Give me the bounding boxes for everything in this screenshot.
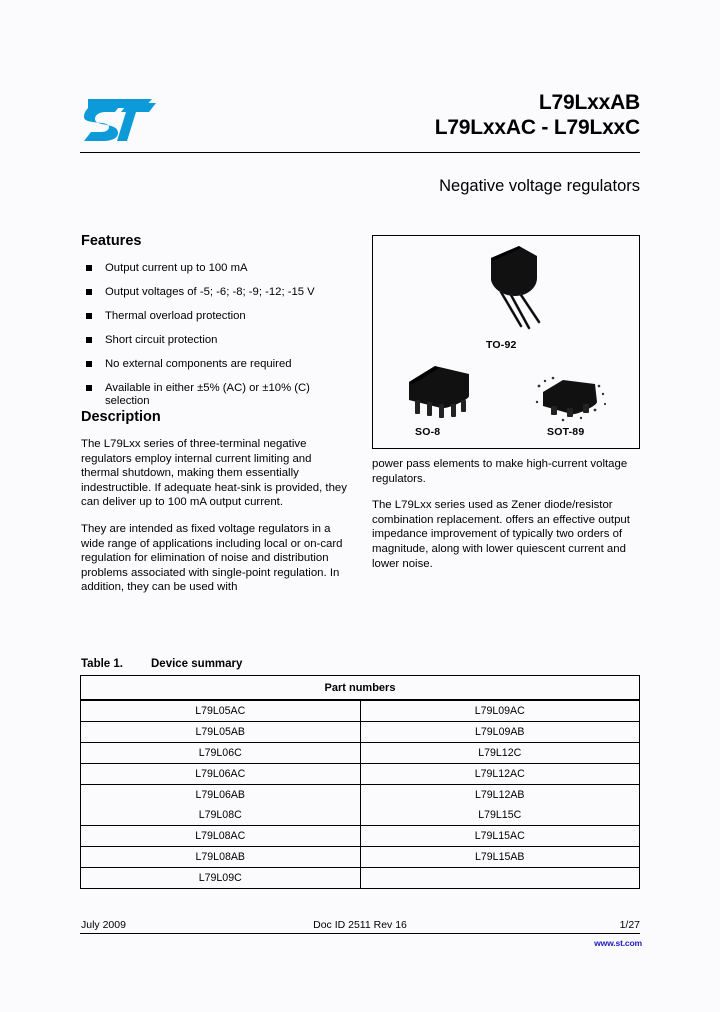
table-cell-right: L79L12AC <box>360 764 640 785</box>
table-row <box>81 847 640 868</box>
document-subtitle: Negative voltage regulators <box>439 177 640 195</box>
feature-text: Output current up to 100 mA <box>105 262 248 274</box>
description-section <box>81 408 349 607</box>
table-header-row <box>81 676 640 701</box>
header-divider <box>80 152 640 153</box>
table-cell-right <box>360 868 640 889</box>
footer-divider <box>80 933 640 934</box>
so-8-package-image <box>401 362 479 424</box>
feature-item <box>81 286 356 299</box>
description-paragraph: power pass elements to make high-current voltage regulators. <box>372 458 628 485</box>
description-paragraph: The L79Lxx series used as Zener diode/resistor combination replacement. offers an effective output impedance improvement of typically two orders of magnitude, along with lower quiescent current and lower noise. <box>372 499 630 570</box>
table-cell-right: L79L15AC <box>360 826 640 847</box>
table-cell-left: L79L05AC <box>81 700 361 722</box>
table-cell-right: L79L15AB <box>360 847 640 868</box>
bullet-square-icon <box>86 361 92 367</box>
footer-website-link[interactable]: www.st.com <box>594 938 642 948</box>
table-row <box>81 722 640 743</box>
table-cell-left: L79L05AB <box>81 722 361 743</box>
table-cell-left: L79L08AC <box>81 826 361 847</box>
feature-text: Available in either ±5% (AC) or ±10% (C) selection <box>105 382 310 407</box>
to-92-package-image <box>471 242 561 340</box>
features-list <box>81 262 356 408</box>
bullet-square-icon <box>86 313 92 319</box>
package-label-so-8: SO-8 <box>415 426 441 438</box>
table-row <box>81 700 640 722</box>
document-title <box>435 90 640 140</box>
device-summary-table <box>80 675 640 889</box>
title-line-1: L79LxxAB <box>538 91 640 114</box>
feature-text: Output voltages of -5; -6; -8; -9; -12; -15 V <box>105 286 315 298</box>
feature-text: No external components are required <box>105 358 292 370</box>
features-heading: Features <box>81 233 142 249</box>
feature-item <box>81 382 356 408</box>
table-caption <box>81 658 242 670</box>
table-cell-right: L79L15C <box>360 805 640 826</box>
package-label-to-92: TO-92 <box>486 339 517 351</box>
table-header-part-numbers: Part numbers <box>81 676 640 701</box>
table-cell-left: L79L08C <box>81 805 361 826</box>
package-label-sot-89: SOT-89 <box>547 426 585 438</box>
feature-item <box>81 310 356 323</box>
table-cell-left: L79L06C <box>81 743 361 764</box>
table-cell-left: L79L06AB <box>81 785 361 806</box>
bullet-square-icon <box>86 289 92 295</box>
table-cell-right: L79L12C <box>360 743 640 764</box>
table-row <box>81 805 640 826</box>
footer-doc-id: Doc ID 2511 Rev 16 <box>313 919 407 931</box>
footer-date: July 2009 <box>81 919 126 931</box>
table-row <box>81 785 640 806</box>
feature-item <box>81 334 356 347</box>
table-cell-right: L79L09AB <box>360 722 640 743</box>
table-cell-left: L79L09C <box>81 868 361 889</box>
feature-text: Short circuit protection <box>105 334 218 346</box>
bullet-square-icon <box>86 385 92 391</box>
feature-text: Thermal overload protection <box>105 310 246 322</box>
feature-item <box>81 262 356 275</box>
description-paragraph: They are intended as fixed voltage regulators in a wide range of applications including local or on-card regulation for elimination of noise and distribution problems associated with single-point regulation. In addition, they can be used with <box>81 522 343 594</box>
description-heading: Description <box>81 409 161 425</box>
table-title: Device summary <box>151 658 243 670</box>
page-header <box>80 90 640 156</box>
table-cell-left: L79L08AB <box>81 847 361 868</box>
bullet-square-icon <box>86 265 92 271</box>
table-cell-left: L79L06AC <box>81 764 361 785</box>
description-continuation <box>372 457 644 583</box>
table-row <box>81 764 640 785</box>
table-row <box>81 826 640 847</box>
footer-page-number: 1/27 <box>619 919 640 931</box>
features-section <box>81 232 356 419</box>
table-cell-right: L79L09AC <box>360 700 640 722</box>
table-cell-right: L79L12AB <box>360 785 640 806</box>
table-row <box>81 868 640 889</box>
sot-89-package-image <box>529 372 609 424</box>
feature-item <box>81 358 356 371</box>
title-line-2: L79LxxAC - L79LxxC <box>434 116 640 139</box>
description-paragraph: The L79Lxx series of three-terminal negative regulators employ internal current limiting and thermal shutdown, making them essentially indestructible. If adequate heat-sink is provided, they can deliver up to 100 mA output current. <box>81 438 347 509</box>
package-illustration-box <box>372 235 640 449</box>
table-row <box>81 743 640 764</box>
bullet-square-icon <box>86 337 92 343</box>
table-number: Table 1. <box>81 658 123 670</box>
st-logo <box>82 95 158 141</box>
